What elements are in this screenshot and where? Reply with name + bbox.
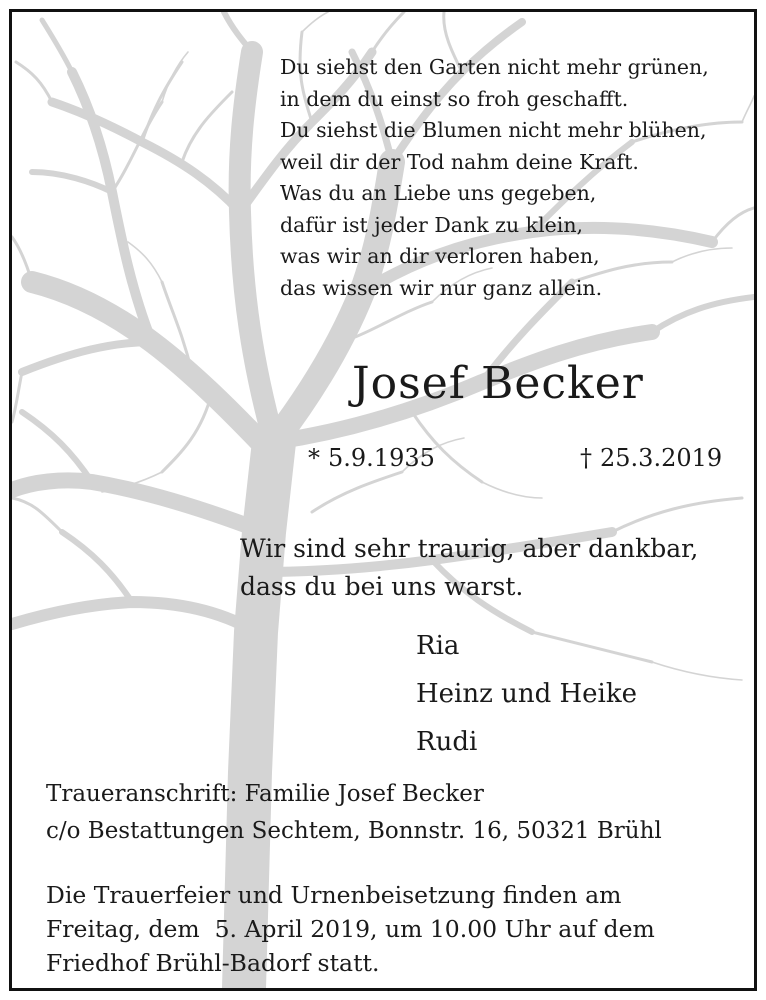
poem-line: das wissen wir nur ganz allein. <box>280 275 603 300</box>
death-date-line <box>580 444 722 472</box>
family-signatures <box>416 622 637 766</box>
ceremony-line: Die Trauerfeier und Urnenbeisetzung finden am <box>46 881 622 909</box>
death-cross-icon: † <box>580 444 592 472</box>
family-member: Rudi <box>416 727 478 757</box>
poem-line: Was du an Liebe uns gegeben, <box>280 181 597 205</box>
thanks-line: Wir sind sehr traurig, aber dankbar, <box>240 534 699 563</box>
poem-line: dafür ist jeder Dank zu klein, <box>280 212 584 237</box>
poem-line: Du siehst die Blumen nicht mehr blühen, <box>280 118 707 142</box>
poem-line: was wir an dir verloren haben, <box>280 244 600 268</box>
poem-verse <box>280 52 709 304</box>
mourning-address <box>46 776 662 850</box>
address-line: c/o Bestattungen Sechtem, Bonnstr. 16, 50321 Brühl <box>46 818 662 844</box>
family-member: Heinz und Heike <box>416 679 637 709</box>
deceased-name: Josef Becker <box>352 358 644 409</box>
poem-line: in dem du einst so froh geschafft. <box>280 86 629 111</box>
thanks-message <box>240 530 698 606</box>
ceremony-notice <box>46 878 655 980</box>
thanks-line: dass du bei uns warst. <box>240 572 524 601</box>
birth-star-icon: * <box>308 444 320 472</box>
address-line: Traueranschrift: Familie Josef Becker <box>46 781 484 807</box>
poem-line: Du siehst den Garten nicht mehr grünen, <box>280 55 709 79</box>
notice-border <box>9 9 757 991</box>
ceremony-line: Friedhof Brühl-Badorf statt. <box>46 949 380 977</box>
death-date: 25.3.2019 <box>600 444 723 472</box>
birth-date: 5.9.1935 <box>328 444 435 472</box>
ceremony-line: Freitag, dem 5. April 2019, um 10.00 Uhr auf dem <box>46 915 655 943</box>
poem-line: weil dir der Tod nahm deine Kraft. <box>280 149 639 174</box>
family-member: Ria <box>416 631 460 661</box>
birth-date-line <box>308 444 435 472</box>
